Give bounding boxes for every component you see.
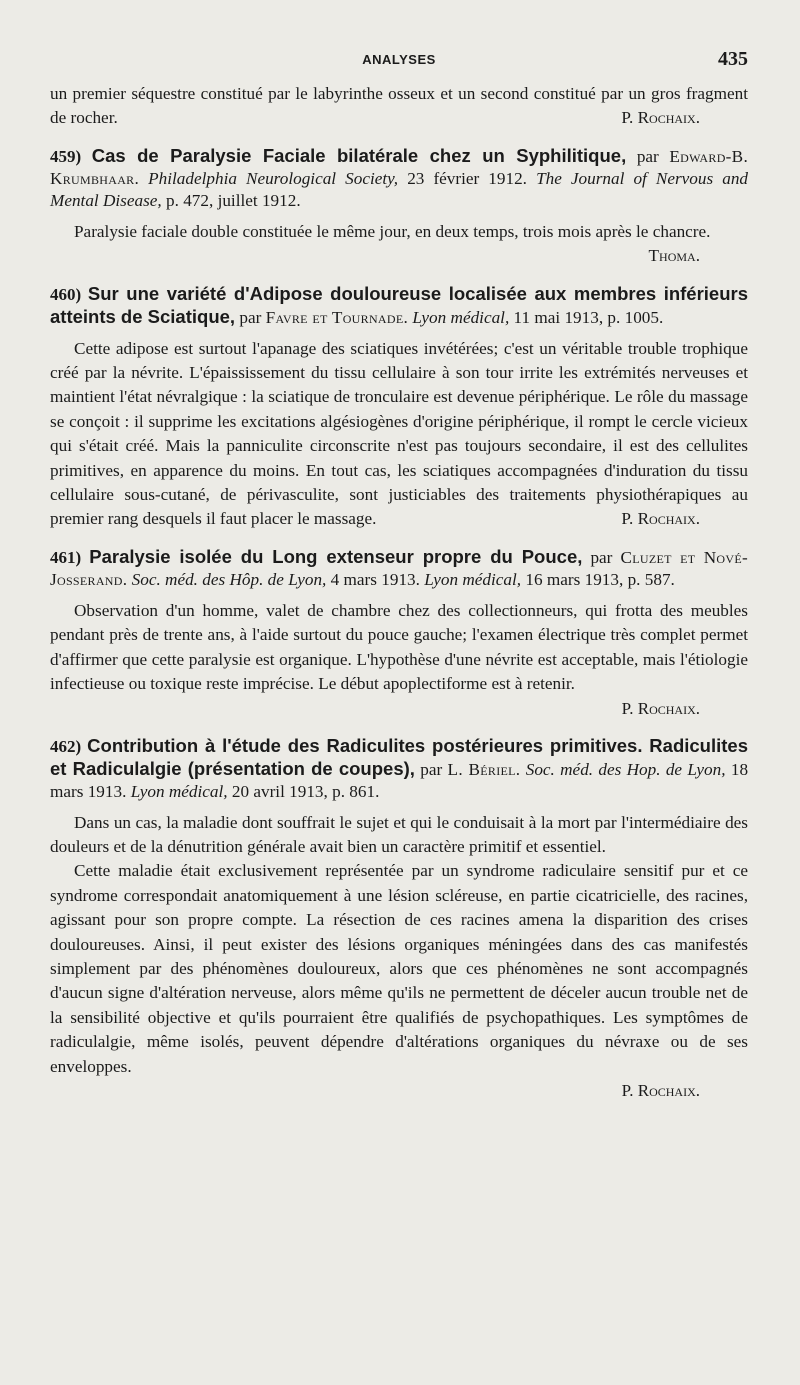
page-number: 435 (718, 48, 748, 70)
abstract-entry-461 (50, 546, 748, 721)
entry-source: Philadelphia Neurological Society, (148, 168, 399, 188)
entry-authors: L. Bériel. (447, 759, 521, 779)
entry-signature: P. Rochaix. (621, 1080, 700, 1100)
entry-source: Soc. méd. des Hop. de Lyon, (525, 759, 726, 779)
entry-number: 461) (50, 547, 82, 567)
entry-par: par (239, 307, 262, 327)
entry-journal: Lyon médical, (412, 307, 510, 327)
entry-heading (50, 735, 748, 803)
entry-paragraph: Cette maladie était exclusivement représentée par un syndrome radiculaire sensitif pur et ce syndrome correspondait anatomiquement à une lésion scléreuse, en partie cicatricielle, des racines, agissant pour son propre compte. La résection de ces racines amena la disparition des crises douloureuses. Ainsi, il peut exister des lésions organiques méningées dans des cas manifestés simplement par des phénomènes douloureux, alors que ces phénomènes ne sont accompagnés d'aucun signe d'altération nerveuse, alors même qu'ils ne permettent de déceler aucun trouble net de la sensibilité objective et qu'ils pourraient être qualifiés de psychopathiques. Les symptômes de radiculalgie, même isolés, peuvent dépendre d'altérations organiques du névraxe ou de ses enveloppes. (50, 861, 748, 1076)
entry-journal: Lyon médical, (424, 569, 522, 589)
abstract-entry-462 (50, 735, 748, 1103)
running-head-title: ANALYSES (362, 52, 436, 67)
entry-signature: Thoma. (648, 246, 700, 266)
entry-journal: The Journal of Nervous and Mental Disease, (50, 168, 749, 210)
intro-text: un premier séquestre constitué par le labyrinthe osseux et un second constitué par un gros fragment de rocher. P. Rochaix. (50, 82, 748, 131)
entry-number: 460) (50, 284, 82, 304)
intro-fragment (50, 82, 748, 131)
entry-authors: Favre et Tournade. (265, 307, 409, 327)
entry-paragraph: Observation d'un homme, valet de chambre chez des collectionneurs, qui frotta des meubles pendant près de trente ans, à l'aide surtout du pouce gauche; l'examen électrique très complet permet d'affirmer que cette paralysie est organique. L'hypothèse d'une névrite est acceptable, mais l'étiologie infectieuse ou toxique reste imprécise. Le début apoplectiforme est à retenir. (50, 600, 748, 694)
entry-date: 4 mars 1913. (330, 569, 420, 589)
entry-pages: 11 mai 1913, p. 1005. (513, 307, 664, 327)
entry-heading (50, 283, 748, 329)
entry-par: par (420, 759, 443, 779)
entry-body (50, 599, 748, 721)
entry-paragraph: Cette adipose est surtout l'apanage des sciatiques invétérées; c'est un véritable trouble trophique créé par la névrite. L'épaississement du tissu cellulaire à son tour irrite les extrémités nerveuses et maintient l'état névralgique : la sciatique de tronculaire est devenue périphérique. Le rôle du massage se conçoit : il supprime les excitations algésiogènes d'origine périphérique, il rompt le cercle vicieux qui s'était créé. Mais la panniculite circonscrite n'est pas toujours secondaire, il est des cellulites primitives, en apparence du moins. En tout cas, les sciatiques accompagnées d'induration du tissu cellulaire sous-cutané, de périvasculite, sont justiciables des traitements physiothérapiques au premier rang desquels il faut placer le massage. P. Rochaix. (50, 337, 748, 532)
entry-body (50, 337, 748, 532)
entry-title: Contribution à l'étude des Radiculites postérieures primitives. Radiculites et Radiculalgie (présentation de coupes), (50, 734, 749, 779)
intro-signature: P. Rochaix. (621, 108, 700, 128)
entry-journal: Lyon médical, (130, 781, 228, 801)
entry-pages: 16 mars 1913, p. 587. (525, 569, 675, 589)
entry-pages: p. 472, juillet 1912. (166, 190, 301, 210)
abstract-entry-459 (50, 145, 748, 269)
entry-authors: Cluzet et Nové-Josserand. (50, 547, 749, 589)
entry-par: par (636, 146, 659, 166)
entry-signature: P. Rochaix. (621, 509, 700, 529)
running-head (50, 48, 748, 82)
entry-number: 462) (50, 736, 82, 756)
abstract-entry-460 (50, 283, 748, 532)
entry-body (50, 220, 748, 269)
entry-title: Sur une variété d'Adipose douloureuse localisée aux membres inférieurs atteints de Sciatique, (50, 282, 749, 327)
entry-heading (50, 546, 748, 591)
entry-number: 459) (50, 146, 82, 166)
entry-source: Soc. méd. des Hôp. de Lyon, (131, 569, 327, 589)
entry-heading (50, 145, 748, 212)
entry-pages: 20 avril 1913, p. 861. (231, 781, 380, 801)
entry-paragraph: Dans un cas, la maladie dont souffrait le sujet et qui le conduisait à la mort par l'intermédiaire des douleurs et de la dénutrition générale avait bien un caractère primitif et essentiel. (50, 812, 748, 856)
entry-par: par (590, 547, 613, 567)
entry-paragraph: Paralysie faciale double constituée le même jour, en deux temps, trois mois après le chancre. Thoma. (50, 220, 748, 244)
entry-date: 18 mars 1913. (50, 759, 749, 801)
entry-title: Paralysie isolée du Long extenseur propre du Pouce, (89, 545, 583, 567)
entry-authors: Edward-B. Krumbhaar. (50, 146, 749, 188)
entry-title: Cas de Paralysie Faciale bilatérale chez un Syphilitique, (91, 144, 627, 166)
entry-signature: P. Rochaix. (621, 698, 700, 718)
entry-body (50, 811, 748, 1103)
entry-date: 23 février 1912. (407, 168, 527, 188)
